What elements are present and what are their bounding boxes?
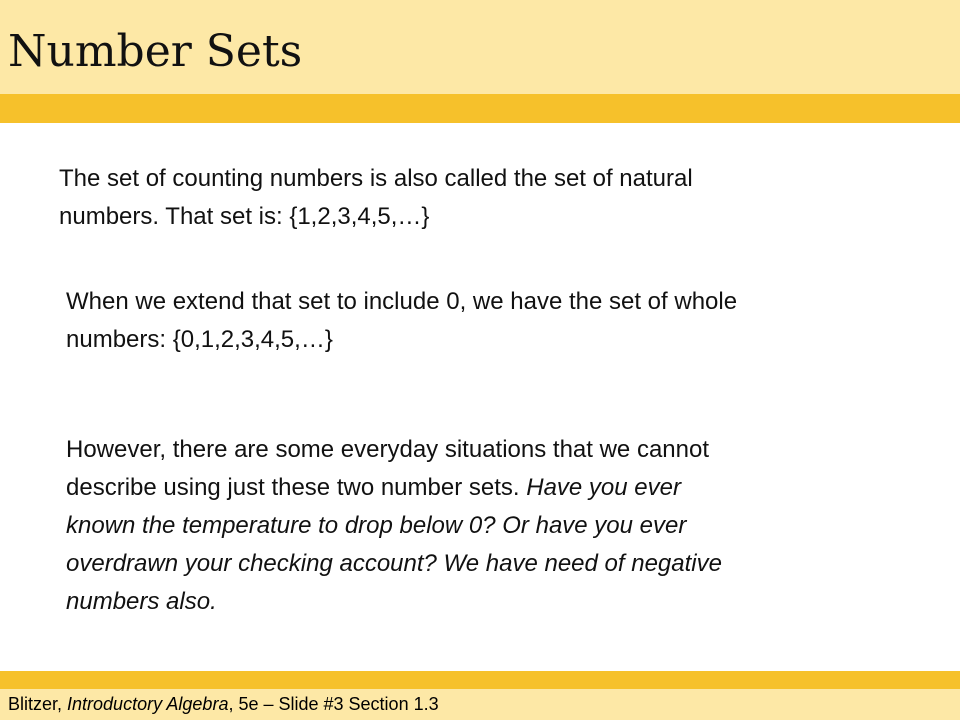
footer-author: Blitzer, [8, 694, 68, 714]
negative-numbers-line-2-italic: Have you ever [526, 474, 681, 501]
negative-numbers-line-2: describe using just these two number sets. [66, 474, 527, 501]
whole-numbers-paragraph [66, 283, 926, 359]
natural-numbers-line-1: The set of counting numbers is also called the set of natural [59, 165, 693, 192]
whole-numbers-line-2: numbers: {0,1,2,3,4,5,…} [66, 326, 333, 353]
footer-slide-info: , 5e – Slide #3 Section 1.3 [228, 694, 439, 714]
whole-numbers-line-1: When we extend that set to include 0, we have the set of whole [66, 288, 738, 315]
negative-numbers-line-4: overdrawn your checking account? We have need of negative [66, 550, 722, 577]
slide-footer [8, 689, 439, 720]
footer-book-title: Introductory Algebra [67, 694, 229, 714]
bottom-accent-bar [0, 671, 960, 689]
footer-band [0, 689, 960, 720]
negative-numbers-paragraph [66, 431, 926, 621]
slide-title: Number Sets [8, 26, 303, 77]
negative-numbers-line-5: numbers also. [66, 588, 217, 615]
top-accent-bar [0, 94, 960, 123]
title-band [0, 0, 960, 94]
natural-numbers-paragraph [59, 160, 919, 236]
natural-numbers-line-2: numbers. That set is: {1,2,3,4,5,…} [59, 203, 430, 230]
negative-numbers-line-3: known the temperature to drop below 0? Or have you ever [66, 512, 687, 539]
negative-numbers-line-1: However, there are some everyday situations that we cannot [66, 436, 710, 463]
